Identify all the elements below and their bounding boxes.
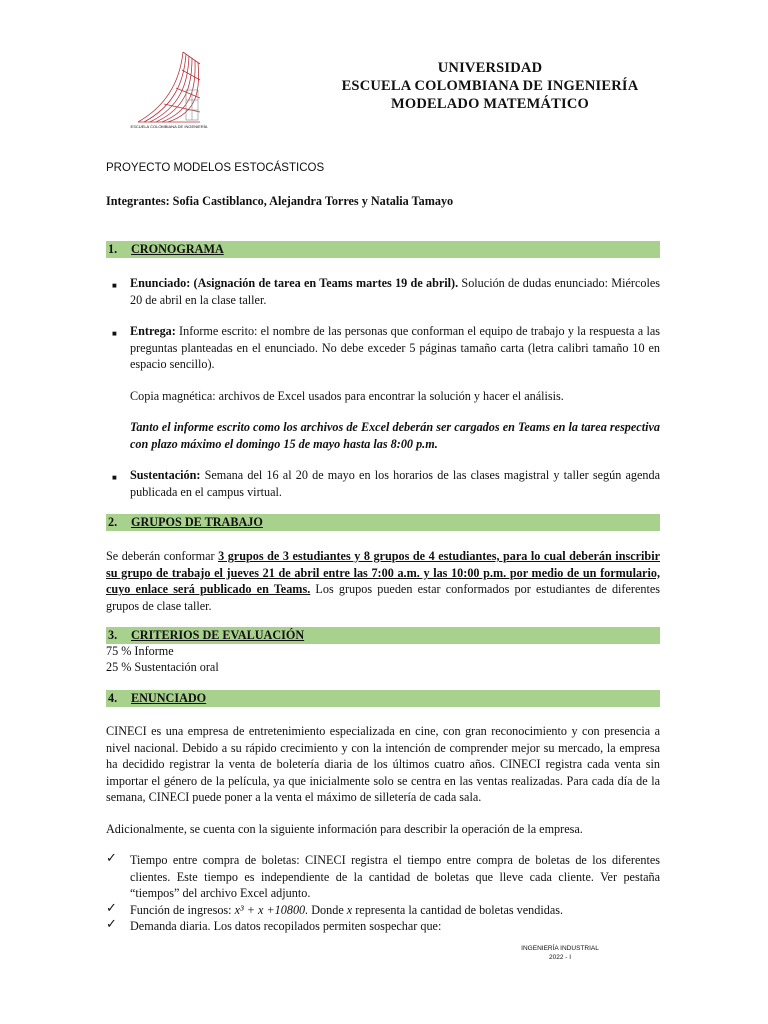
section-number: 3. — [108, 628, 118, 642]
header-university: UNIVERSIDAD — [437, 60, 543, 76]
section-criterios — [106, 627, 660, 644]
text: Los grupos pueden estar conformados por estudiantes de diferentes grupos de clase taller. — [106, 582, 660, 613]
header-subject: MODELADO MATEMÁTICO — [390, 96, 590, 112]
text: Informe escrito: el nombre de las personas que conforman el equipo de trabajo y la respuesta a las preguntas planteadas en el enunciado. No debe exceder 5 páginas tamaño carta (letra calibri tamaño 10 en espacio sencillo). — [130, 324, 660, 372]
university-logo — [128, 50, 210, 134]
enunciado-tiempo: Tiempo entre compra de boletas: CINECI registra el tiempo entre compra de boletas de los diferentes clientes. Este tiempo es independiente de la cantidad de boletas que lleve cada cliente. Ver pestaña “tiempos” del archivo Excel adjunto. — [130, 853, 660, 901]
bold-label: Sustentación: — [130, 468, 201, 482]
cronograma-enunciado — [130, 275, 660, 308]
section-title: CRONOGRAMA — [131, 242, 224, 256]
section-number: 1. — [108, 242, 118, 256]
variable: x — [346, 903, 353, 917]
bullet-icon: ■ — [112, 473, 117, 482]
enunciado-ingresos — [130, 902, 660, 919]
text: Semana del 16 al 20 de mayo en los horarios de las clases magistral y taller según agenda publicada en el campus virtual. — [130, 468, 660, 499]
enunciado-paragraph-2: Adicionalmente, se cuenta con la siguiente información para describir la operación de la empresa. — [106, 822, 583, 836]
bold-label: Entrega: — [130, 324, 176, 338]
cronograma-sustentacion — [130, 467, 660, 500]
section-enunciado — [106, 690, 660, 707]
text: representa la cantidad de boletas vendidas. — [352, 903, 564, 917]
group-instructions: 3 grupos de 3 estudiantes y 8 grupos de 4 estudiantes, para lo cual deberán inscribir su grupo de trabajo el jueves 21 de abril entre las 7:00 a.m. y las 10:00 p.m. por medio de un formulario, cuyo enlace será publicado en Teams. — [106, 549, 660, 597]
grupos-paragraph — [106, 548, 660, 614]
copia-magnetica: Copia magnética: archivos de Excel usados para encontrar la solución y hacer el análisis. — [130, 389, 564, 403]
upload-note: Tanto el informe escrito como los archivos de Excel deberán ser cargados en Teams en la tarea respectiva con plazo máximo el domingo 15 de mayo hasta las 8:00 p.m. — [130, 420, 660, 451]
formula: x³ + x +10800. — [234, 903, 309, 917]
section-number: 4. — [108, 691, 118, 705]
section-title: CRITERIOS DE EVALUACIÓN — [131, 628, 305, 642]
members: Integrantes: Sofia Castiblanco, Alejandra Torres y Natalia Tamayo — [106, 194, 454, 208]
project-title: PROYECTO MODELOS ESTOCÁSTICOS — [106, 162, 325, 174]
text: Función de ingresos: — [130, 903, 235, 917]
bullet-icon: ■ — [112, 281, 117, 290]
checkmark-icon: ✓ — [106, 916, 117, 931]
enunciado-demanda: Demanda diaria. Los datos recopilados permiten sospechar que: — [130, 919, 442, 933]
header-school: ESCUELA COLOMBIANA DE INGENIERÍA — [341, 78, 639, 94]
checkmark-icon: ✓ — [106, 850, 117, 865]
bold-label: Enunciado: (Asignación de tarea en Teams martes 19 de abril). — [130, 276, 459, 290]
footer-term: 2022 - I — [548, 954, 572, 961]
footer-program: INGENIERÍA INDUSTRIAL — [521, 945, 599, 952]
checkmark-icon: ✓ — [106, 900, 117, 915]
text: Se deberán conformar — [106, 549, 219, 563]
enunciado-paragraph-1: CINECI es una empresa de entretenimiento especializada en cine, con gran reconocimiento y con presencia a nivel nacional. Debido a su rápido crecimiento y con la intención de comprender mejor su mercado, la empresa ha decidido registrar la venta de boletería diaria de los últimos cuatro años. CINECI registra cada venta sin importar el género de la película, ya que inicialmente solo se centra en las ventas realizadas. Para cada día de la semana, CINECI puede poner a la venta el máximo de silletería de cada sala. — [106, 724, 660, 805]
logo-graphic — [128, 50, 210, 134]
cronograma-entrega — [130, 323, 660, 373]
section-title: ENUNCIADO — [131, 691, 207, 705]
text: Solución de dudas enunciado: Miércoles 20 de abril en la clase taller. — [130, 276, 660, 307]
criterio-informe: 75 % Informe — [106, 644, 174, 658]
bullet-icon: ■ — [112, 329, 117, 338]
section-number: 2. — [108, 515, 118, 529]
logo-caption: ESCUELA COLOMBIANA DE INGENIERÍA — [130, 124, 208, 129]
section-title: GRUPOS DE TRABAJO — [131, 515, 263, 529]
section-cronograma — [106, 241, 660, 258]
criterio-sustentacion: 25 % Sustentación oral — [106, 660, 219, 674]
text: Donde — [308, 903, 347, 917]
section-grupos — [106, 514, 660, 531]
